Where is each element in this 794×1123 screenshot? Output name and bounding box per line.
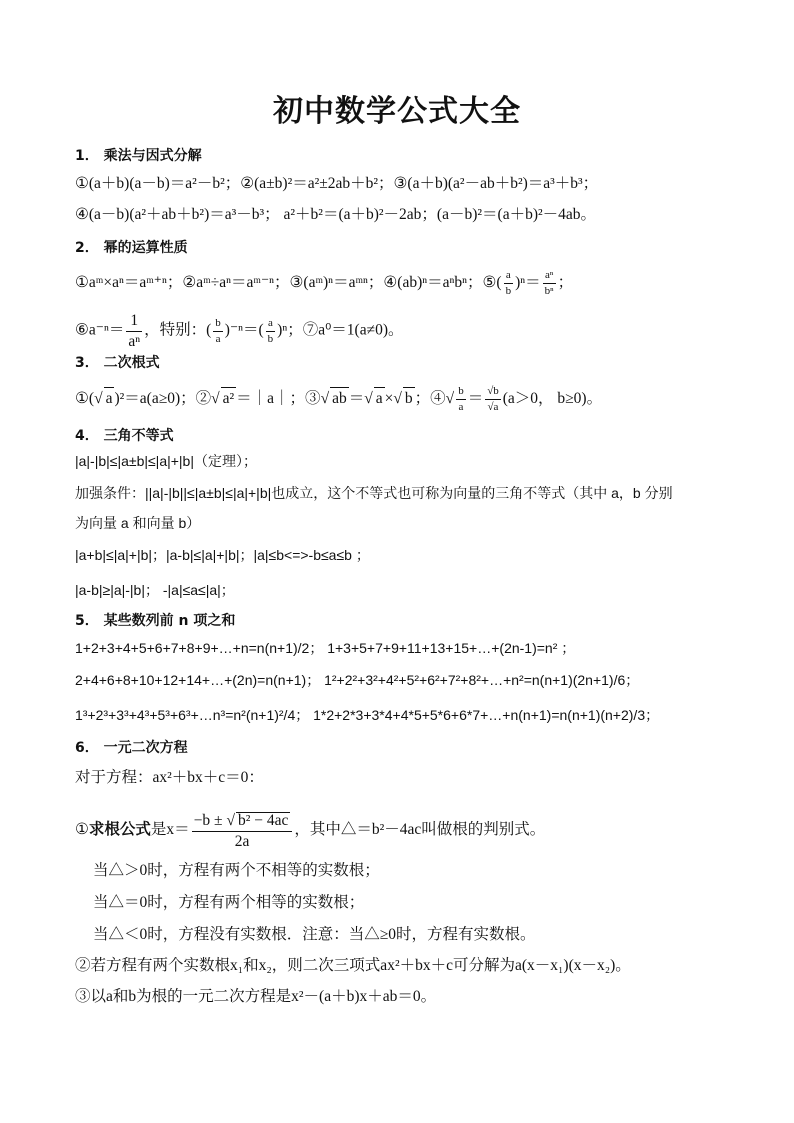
radicand: a² (221, 387, 237, 410)
formula-text: ① (75, 821, 89, 839)
fraction-denominator: aⁿ (128, 332, 141, 350)
fraction (266, 318, 276, 345)
radicand: a (104, 387, 115, 410)
formula-line (75, 386, 602, 413)
formula-text: ；④ (414, 390, 446, 408)
radical-sign: √ (211, 390, 220, 408)
text-line: 对于方程：ax²＋bx＋c＝0： (75, 769, 264, 786)
fraction-denominator: a (215, 332, 221, 345)
fraction (504, 270, 514, 297)
formula-text: )ⁿ；⑦a⁰＝1(a≠0)。 (277, 321, 404, 339)
section-2-heading: 2． 幂的运算性质 (75, 240, 188, 256)
text-line: |a-b|≥|a|-|b|； -|a|≤a≤|a|； (75, 582, 235, 598)
numerator-text: −b ± (193, 812, 227, 829)
fraction (192, 812, 293, 849)
formula-text: ，特别：( (144, 321, 212, 339)
text-line: 当△＞0时，方程有两个不相等的实数根； (93, 862, 380, 879)
fraction-numerator: 1 (126, 313, 142, 332)
formula-text: × (384, 390, 394, 408)
radicand: ab (330, 387, 349, 410)
fraction-numerator: aⁿ (543, 270, 556, 284)
page-title: 初中数学公式大全 (273, 94, 521, 129)
root-formula-label: 求根公式 (88, 821, 151, 839)
formula-text: ①aᵐ×aⁿ＝aᵐ⁺ⁿ；②aᵐ÷aⁿ＝aᵐ⁻ⁿ；③(aᵐ)ⁿ＝aᵐⁿ；④(ab)ⁿ＝aⁿbⁿ；⑤( (75, 274, 502, 292)
radical-sign: √ (393, 390, 402, 408)
radicand: a (493, 401, 499, 413)
section-1-heading: 1． 乘法与因式分解 (75, 148, 202, 164)
text-line: 加强条件：||a|-|b||≤|a±b|≤|a|+|b|也成立，这个不等式也可称为向量的三角不等式（其中 a，b 分别 (75, 485, 673, 501)
section-4-heading: 4． 三角不等式 (75, 428, 174, 444)
section-6-heading: 6． 一元二次方程 (75, 740, 188, 756)
fraction-numerator: −b ± √ b² − 4ac (192, 812, 293, 832)
formula-text: (a＞0， b≥0)。 (502, 390, 603, 408)
text-line: 当△＜0时，方程没有实数根．注意：当△≥0时，方程有实数根。 (93, 926, 536, 943)
radical-sign: √ (445, 390, 455, 408)
radicand: b² − 4ac (237, 812, 289, 829)
text-line: 为向量 a 和向量 b） (75, 515, 201, 531)
text-line: |a+b|≤|a|+|b|；|a-b|≤|a|+|b|；|a|≤b<=>-b≤a≤b ； (75, 547, 370, 563)
fraction-denominator: √a (487, 401, 499, 413)
fraction-numerator: a (504, 270, 514, 284)
text-line: 当△＝0时，方程有两个相等的实数根； (93, 894, 365, 911)
formula-text: )ⁿ＝ (515, 274, 541, 292)
fraction-denominator: 2a (234, 832, 250, 850)
formula-line: 2+4+6+8+10+12+14+…+(2n)=n(n+1)； 1²+2²+3²+4²+5²+6²+7²+8²+…+n²=n(n+1)(2n+1)/6； (75, 672, 640, 688)
formula-text: ； (557, 274, 574, 292)
fraction-denominator: bⁿ (544, 285, 554, 297)
formula-line: 1+2+3+4+5+6+7+8+9+…+n=n(n+1)/2； 1+3+5+7+9+11+13+15+…+(2n-1)=n² ； (75, 640, 576, 656)
fraction-denominator: b (267, 332, 274, 345)
fraction-denominator: a (458, 401, 464, 413)
text-line: |a|-|b|≤|a±b|≤|a|+|b|（定理）； (75, 453, 257, 469)
formula-text: ＝ (467, 390, 484, 408)
fraction (543, 270, 556, 297)
fraction-numerator: √b (485, 386, 501, 400)
formula-line (75, 313, 404, 349)
fraction (456, 386, 466, 413)
fraction (485, 386, 501, 413)
fraction (213, 318, 223, 345)
radicand: b (493, 385, 499, 397)
formula-text: ＝｜a｜；③ (236, 390, 321, 408)
formula-line (75, 270, 573, 297)
formula-text: )²＝a(a≥0)；② (114, 390, 212, 408)
fraction-numerator: b (213, 318, 223, 332)
formula-text: ，其中△＝b²－4ac叫做根的判别式。 (294, 821, 546, 839)
radical-sign: √ (364, 390, 373, 408)
formula-line: ④(a－b)(a²＋ab＋b²)＝a³－b³； a²＋b²＝(a＋b)²－2ab；(a－b)²＝(a＋b)²－4ab。 (75, 206, 597, 223)
fraction-denominator: b (505, 285, 512, 297)
fraction (126, 313, 142, 349)
formula-text: ⑥a⁻ⁿ＝ (75, 321, 125, 339)
formula-text: ＝ (348, 390, 365, 408)
formula-text: ①( (75, 390, 95, 408)
formula-line: 1³+2³+3³+4³+5³+6³+…n³=n²(n+1)²/4； 1*2+2*3+3*4+4*5+5*6+6*7+…+n(n+1)=n(n+1)(n+2)/3； (75, 707, 660, 723)
formula-line (75, 812, 545, 849)
radical-sign: √ (320, 390, 330, 408)
text-line: ②若方程有两个实数根x₁和x₂，则二次三项式ax²＋bx＋c可分解为a(x－x₁)(x－x₂)。 (75, 957, 631, 974)
radicand: a (374, 387, 385, 410)
formula-text: )⁻ⁿ＝( (224, 321, 264, 339)
radicand: b (403, 387, 415, 410)
fraction-numerator: a (266, 318, 276, 332)
formula-text: 是x＝ (150, 821, 190, 839)
section-5-heading: 5． 某些数列前 n 项之和 (75, 613, 236, 629)
text-line: ③以a和b为根的一元二次方程是x²－(a＋b)x＋ab＝0。 (75, 988, 437, 1005)
radical-sign: √ (94, 390, 103, 408)
formula-line: ①(a＋b)(a－b)＝a²－b²；②(a±b)²＝a²±2ab＋b²；③(a＋b)(a²－ab＋b²)＝a³＋b³； (75, 175, 599, 192)
section-3-heading: 3． 二次根式 (75, 355, 160, 371)
fraction-numerator: b (456, 386, 466, 400)
